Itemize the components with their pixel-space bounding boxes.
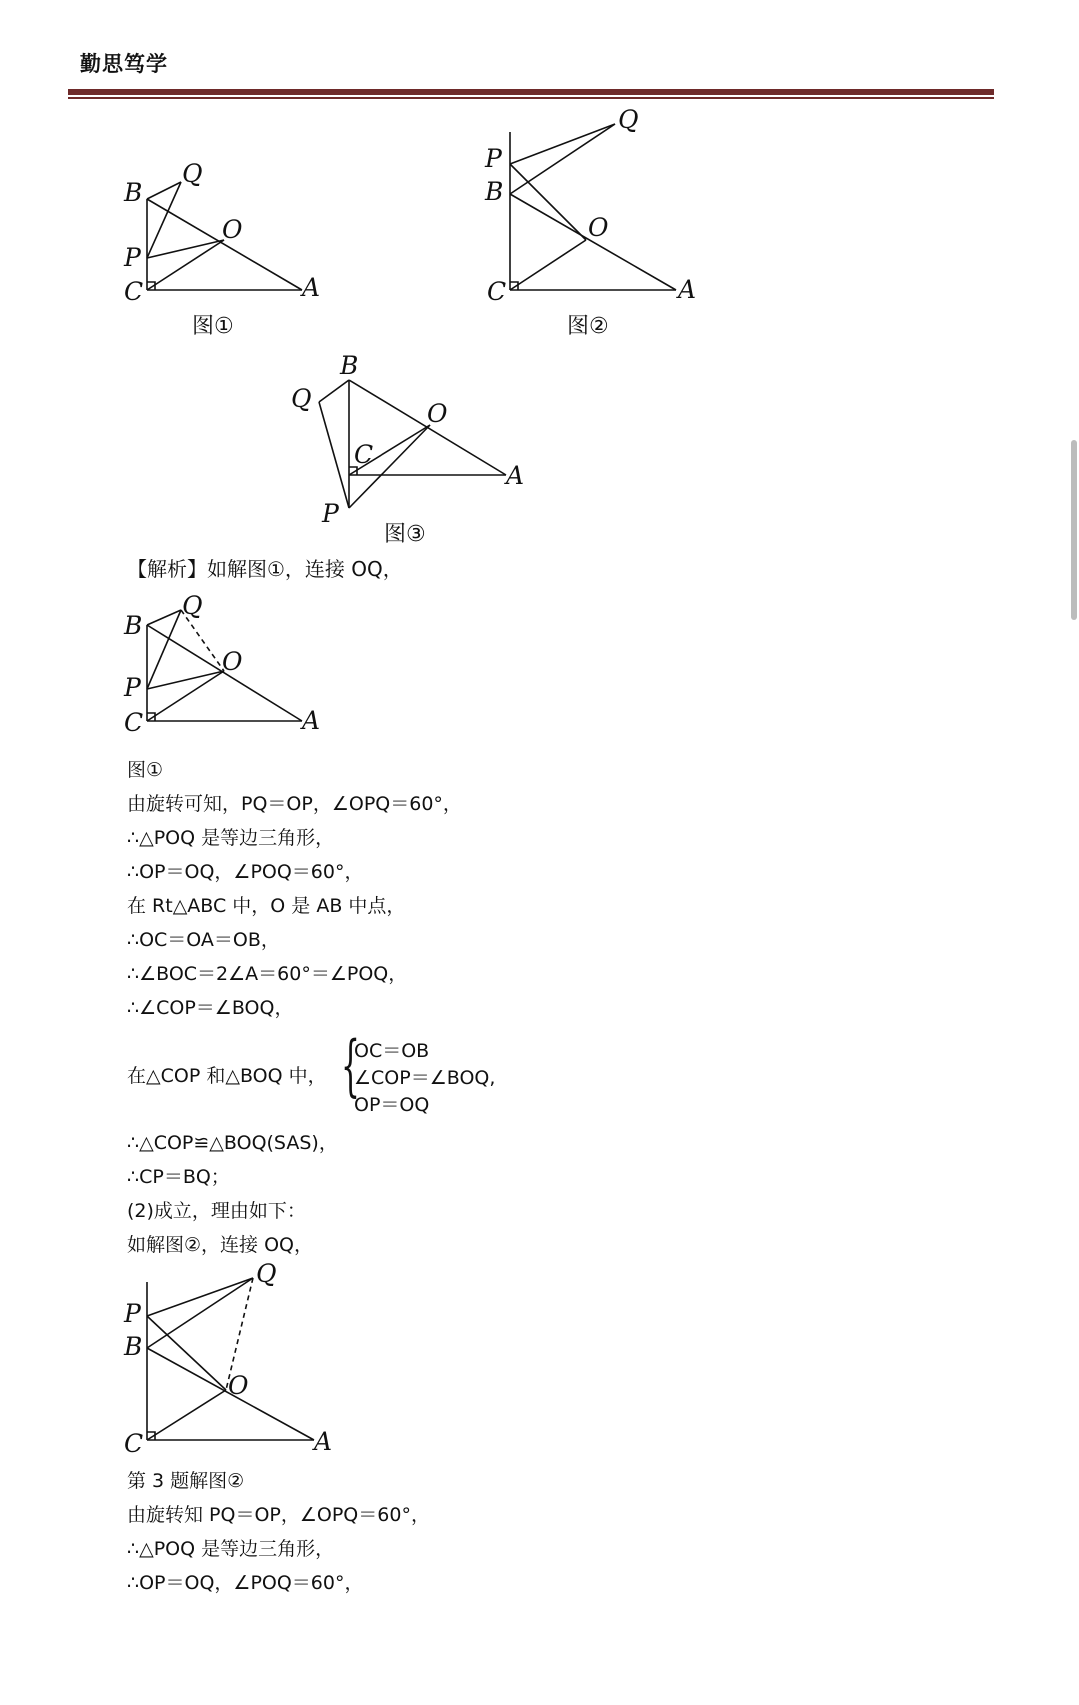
label-o: O [588, 213, 609, 242]
label-b: B [485, 177, 504, 206]
header-rule-thick [68, 89, 994, 95]
label-q: Q [618, 105, 639, 134]
header-title: 勤思笃学 [80, 52, 168, 76]
segment-bq [147, 1278, 253, 1348]
label-o: O [228, 1371, 249, 1400]
segment-pq [510, 124, 615, 164]
segment-co [510, 240, 586, 290]
figure-3 [290, 350, 530, 530]
segment-po [147, 1316, 226, 1390]
figure-2 [483, 104, 698, 308]
label-a: A [302, 273, 321, 302]
solution-line: 由旋转知 PQ＝OP，∠OPQ＝60°， [127, 1504, 430, 1526]
segment-ba [147, 199, 302, 290]
segment-po [147, 671, 224, 689]
label-a: A [302, 706, 321, 735]
label-c: C [124, 277, 144, 306]
segment-qp [319, 402, 349, 508]
solution-line: ∴△POQ 是等边三角形， [127, 1538, 335, 1560]
solution-line: ∴△POQ 是等边三角形， [127, 827, 335, 849]
label-o: O [427, 399, 448, 428]
solution-line: ∴OP＝OQ，∠POQ＝60°， [127, 861, 364, 883]
label-p: P [485, 144, 502, 173]
label-a: A [678, 275, 697, 304]
solution-line: ∴∠BOC＝2∠A＝60°＝∠POQ， [127, 963, 408, 985]
figure-2-caption: 图② [567, 314, 609, 339]
solution-line: 在 Rt△ABC 中，O 是 AB 中点， [127, 895, 406, 917]
segment-ba [510, 194, 676, 290]
segment-pq [147, 610, 181, 689]
label-b: B [124, 178, 143, 207]
segment-pq [147, 182, 181, 258]
solution-line: ∴OC＝OA＝OB， [127, 929, 280, 951]
solution-figure-1-caption: 图① [127, 759, 164, 781]
segment-bq [147, 182, 181, 199]
figure-1-caption: 图① [192, 314, 234, 339]
label-q: Q [182, 159, 203, 188]
label-c: C [487, 277, 507, 306]
solution-line: ∴CP＝BQ； [127, 1166, 230, 1188]
solution-figure-1 [118, 590, 328, 740]
figure-3-caption: 图③ [384, 522, 426, 547]
label-c: C [124, 1429, 144, 1458]
solution-line: (2)成立，理由如下： [127, 1200, 306, 1222]
label-p: P [124, 243, 141, 272]
label-p: P [124, 673, 141, 702]
label-c: C [354, 440, 374, 469]
system-line: ∠COP＝∠BOQ, [354, 1067, 496, 1089]
system-line: OP＝OQ [354, 1094, 430, 1116]
label-b: B [124, 611, 143, 640]
label-o: O [222, 647, 243, 676]
segment-bq [510, 124, 615, 194]
segment-co [147, 1390, 226, 1440]
solution-figure-2-caption: 第 3 题解图② [127, 1470, 245, 1492]
solution-intro: 【解析】如解图①，连接 OQ， [127, 557, 403, 581]
header-rule-thin [68, 97, 994, 99]
label-q: Q [256, 1259, 277, 1288]
system-prefix: 在△COP 和△BOQ 中， [127, 1065, 327, 1087]
label-o: O [222, 215, 243, 244]
segment-co [147, 240, 224, 290]
label-a: A [506, 461, 525, 490]
solution-line: ∴△COP≌△BOQ(SAS)， [127, 1132, 338, 1154]
segment-pq [147, 1278, 253, 1316]
system-line: OC＝OB [354, 1040, 430, 1062]
segment-bq [319, 380, 349, 402]
label-b: B [124, 1332, 143, 1361]
label-b: B [340, 351, 359, 380]
label-p: P [124, 1299, 141, 1328]
label-q: Q [291, 384, 312, 413]
solution-line: 由旋转可知，PQ＝OP，∠OPQ＝60°， [127, 793, 462, 815]
label-a: A [314, 1427, 333, 1456]
label-p: P [322, 499, 339, 528]
segment-po [147, 240, 224, 258]
system-brace: { [341, 1027, 360, 1104]
label-c: C [124, 708, 144, 737]
solution-line: ∴OP＝OQ，∠POQ＝60°， [127, 1572, 364, 1594]
solution-line: ∴∠COP＝∠BOQ， [127, 997, 294, 1019]
solution-line: 如解图②，连接 OQ， [127, 1234, 313, 1256]
segment-po [510, 164, 586, 240]
label-q: Q [182, 591, 203, 620]
figure-1 [118, 158, 328, 308]
segment-co [147, 671, 224, 721]
scrollbar-thumb[interactable] [1071, 440, 1077, 620]
solution-figure-2 [118, 1255, 338, 1460]
